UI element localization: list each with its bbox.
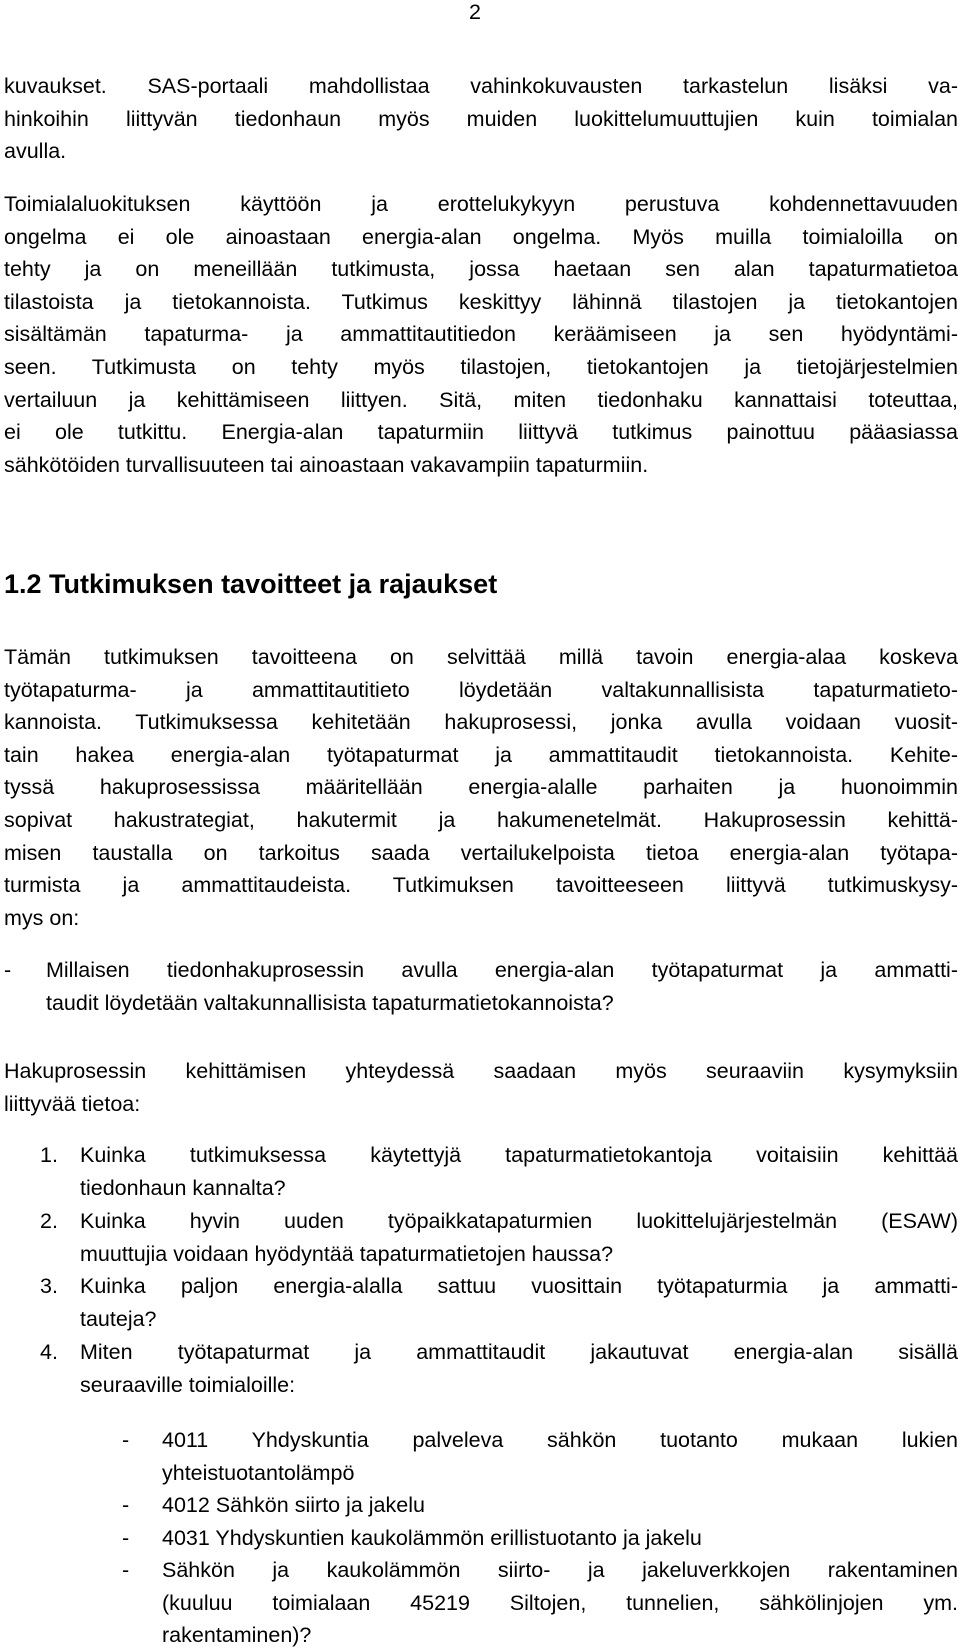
text-line: muuttujia voidaan hyödyntää tapaturmatietojen haussa?: [80, 1241, 614, 1266]
paragraph-targeting-problem: [4, 188, 958, 481]
list-marker: 1.: [40, 1143, 58, 1167]
text-line: Hakuprosessin kehittämisen yhteydessä saadaan myös seuraaviin kysymyksiin: [4, 1059, 958, 1083]
text-line: rakentaminen)?: [162, 1623, 312, 1648]
list-marker: 4.: [40, 1340, 58, 1364]
text-line: misen taustalla on tarkoitus saada vertailukelpoista tietoa energia-alan työtapa-: [4, 840, 958, 865]
text-line: tilastoista ja tietokannoista. Tutkimus keskittyy lähinnä tilastojen ja tietokantojen: [4, 289, 958, 314]
text-line: Kuinka hyvin uuden työpaikkatapaturmien luokittelujärjestelmän (ESAW): [80, 1209, 958, 1233]
paragraph-objectives: [4, 641, 958, 934]
text-line: Toimialaluokituksen käyttöön ja erottelukykyyn perustuva kohdennettavuuden: [4, 192, 958, 216]
paragraph-intro-continuation: [4, 70, 958, 168]
text-line: seen. Tutkimusta on tehty myös tilastojen, tietokantojen ja tietojärjestelmien: [4, 354, 958, 379]
text-line: taudit löydetään valtakunnallisista tapaturmatietokannoista?: [46, 990, 614, 1015]
text-line: seuraaville toimialoille:: [80, 1372, 296, 1397]
text-line: sopivat hakustrategiat, hakutermit ja hakumenetelmät. Hakuprosessin kehittä-: [4, 807, 958, 832]
text-line: tiedonhaun kannalta?: [80, 1175, 286, 1200]
text-line: yhteistuotantolämpö: [162, 1460, 355, 1485]
text-line: ongelma ei ole ainoastaan energia-alan ongelma. Myös muilla toimialoilla on: [4, 224, 958, 249]
text-line: työtapaturma- ja ammattitautitieto löydetään valtakunnallisista tapaturmatieto-: [4, 677, 958, 702]
section-heading: 1.2 Tutkimuksen tavoitteet ja rajaukset: [4, 569, 498, 599]
text-line: tauteja?: [80, 1306, 157, 1331]
text-line: Kuinka tutkimuksessa käytettyjä tapaturmatietokantoja voitaisiin kehittää: [80, 1143, 958, 1167]
text-line: kannoista. Tutkimuksessa kehitetään hakuprosessi, jonka avulla voidaan vuosit-: [4, 710, 958, 735]
text-line: turmista ja ammattitaudeista. Tutkimuksen tavoitteeseen liittyvä tutkimuskysy-: [4, 873, 958, 898]
text-line: hinkoihin liittyvän tiedonhaun myös muiden luokittelumuuttujien kuin toimialan: [4, 106, 958, 131]
page-number: 2: [469, 0, 481, 24]
paragraph-additional-questions: [4, 1055, 958, 1120]
text-line: tain hakea energia-alan työtapaturmat ja ammattitaudit tietokannoista. Kehite-: [4, 742, 958, 767]
text-line: tehty ja on meneillään tutkimusta, jossa haetaan sen alan tapaturmatietoa: [4, 257, 958, 282]
list-marker: 3.: [40, 1274, 58, 1298]
list-marker: -: [122, 1558, 130, 1582]
text-line: kuvaukset. SAS-portaali mahdollistaa vahinkokuvausten tarkastelun lisäksi va-: [4, 74, 958, 98]
text-line: liittyvää tietoa:: [4, 1091, 141, 1116]
text-line: mys on:: [4, 905, 80, 930]
list-marker: -: [122, 1526, 130, 1550]
text-line: Miten työtapaturmat ja ammattitaudit jakautuvat energia-alan sisällä: [80, 1340, 958, 1364]
list-marker: -: [122, 1428, 130, 1452]
text-line: avulla.: [4, 139, 67, 164]
text-line: Kuinka paljon energia-alalla sattuu vuosittain työtapaturmia ja ammatti-: [80, 1274, 958, 1298]
text-line: ei ole tutkittu. Energia-alan tapaturmiin liittyvä tutkimus painottuu pääasiassa: [4, 420, 958, 445]
text-line: vertailuun ja kehittämiseen liittyen. Sitä, miten tiedonhaku kannattaisi toteuttaa,: [4, 387, 958, 412]
text-line: Millaisen tiedonhakuprosessin avulla energia-alan työtapaturmat ja ammatti-: [46, 958, 958, 982]
text-line: 4031 Yhdyskuntien kaukolämmön erillistuotanto ja jakelu: [162, 1526, 702, 1550]
text-line: (kuuluu toimialaan 45219 Siltojen, tunnelien, sähkölinjojen ym.: [162, 1590, 958, 1615]
text-line: 4011 Yhdyskuntia palveleva sähkön tuotanto mukaan lukien: [162, 1428, 958, 1452]
list-marker: 2.: [40, 1209, 58, 1233]
list-marker: -: [4, 958, 12, 982]
text-line: Sähkön ja kaukolämmön siirto- ja jakeluverkkojen rakentaminen: [162, 1558, 958, 1582]
text-line: tyssä hakuprosessissa määritellään energia-alalle parhaiten ja huonoimmin: [4, 775, 958, 800]
list-marker: -: [122, 1493, 130, 1517]
text-line: sisältämän tapaturma- ja ammattitautitiedon keräämiseen ja sen hyödyntämi-: [4, 322, 958, 347]
text-line: Tämän tutkimuksen tavoitteena on selvittää millä tavoin energia-alaa koskeva: [4, 645, 958, 669]
text-line: sähkötöiden turvallisuuteen tai ainoastaan vakavampiin tapaturmiin.: [4, 452, 649, 477]
text-line: 4012 Sähkön siirto ja jakelu: [162, 1493, 425, 1517]
